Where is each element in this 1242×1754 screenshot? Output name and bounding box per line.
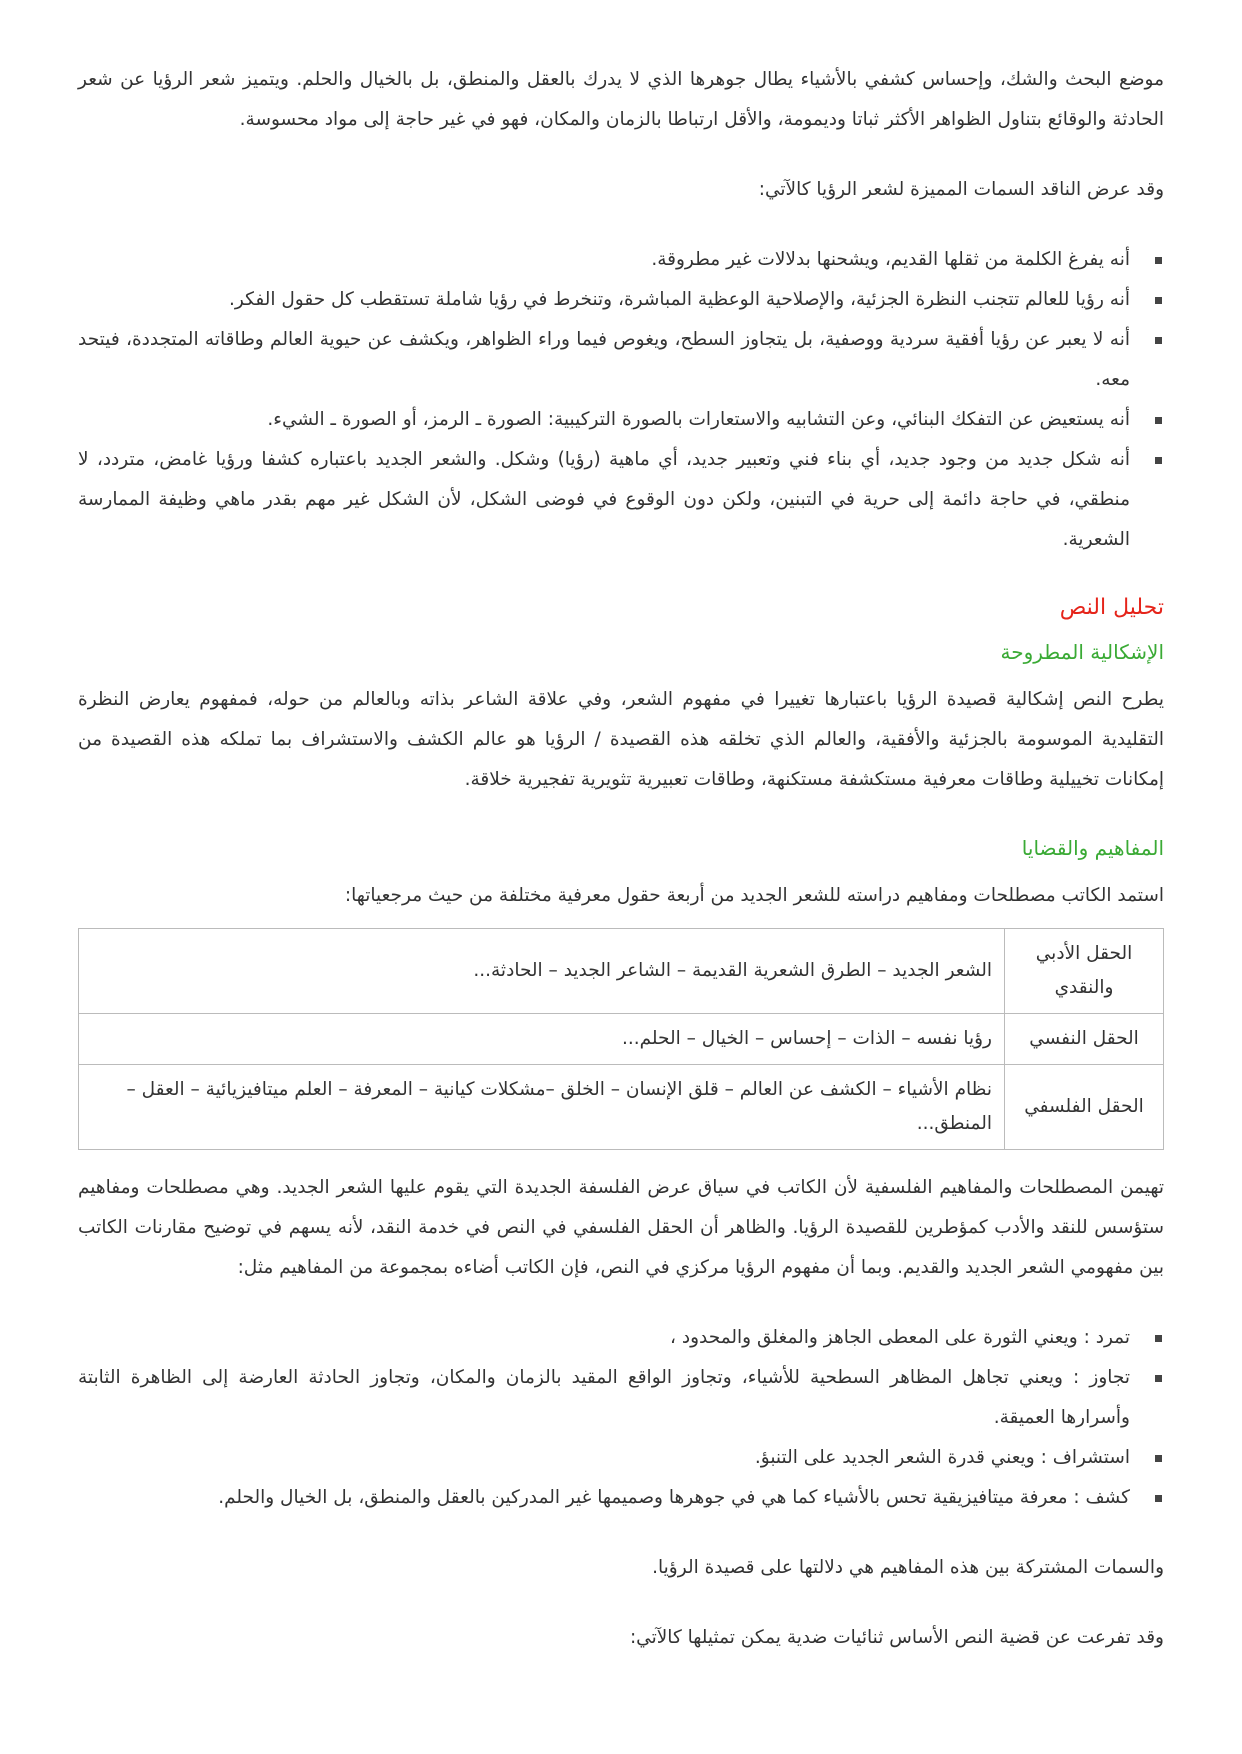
list-item: أنه يفرغ الكلمة من ثقلها القديم، ويشحنها بدلالات غير مطروقة. bbox=[78, 240, 1164, 280]
concepts-intro: استمد الكاتب مصطلحات ومفاهيم دراسته للشعر الجديد من أربعة حقول معرفية مختلفة من حيث مرجعياتها: bbox=[344, 885, 1164, 906]
shared-traits-paragraph: والسمات المشتركة بين هذه المفاهيم هي دلالتها على قصيدة الرؤيا. bbox=[652, 1557, 1164, 1578]
field-terms-cell: نظام الأشياء – الكشف عن العالم – قلق الإنسان – الخلق –مشكلات كيانية – المعرفة – العلم ميتافيزيائية – العقل – المنطق... bbox=[79, 1065, 1005, 1150]
field-name-cell: الحقل الفلسفي bbox=[1005, 1065, 1164, 1150]
after-table-paragraph: تهيمن المصطلحات والمفاهيم الفلسفية لأن الكاتب في سياق عرض الفلسفة الجديدة التي يقوم عليها الشعر الجديد. وهي مصطلحات ومفاهيم ستؤسس للنقد والأدب كمؤطرين للقصيدة الرؤيا. والظاهر أن الحقل الفلسفي في النص في خدمة النقد، لأنه يسهم في توضيح مقارنات الكاتب بين مفهومي الشعر الجديد والقديم. وبما أن مفهوم الرؤيا مركزي في النص، فإن الكاتب أضاءه بمجموعة من المفاهيم مثل: bbox=[78, 1177, 1164, 1278]
problem-paragraph: يطرح النص إشكالية قصيدة الرؤيا باعتبارها تغييرا في مفهوم الشعر، وفي علاقة الشاعر بذاته وبالعالم من حوله، فمفهوم يعارض النظرة التقليدية الموسومة بالجزئية والأفقية، والعالم الذي تخلقه هذه القصيدة / الرؤيا هو عالم الكشف والاستشراف بما تملكه هذه القصيدة من إمكانات تخييلية وطاقات معرفية مستكشفة مستكنهة، وطاقات تعبيرية تثويرية تفجيرية خلاقة. bbox=[78, 689, 1164, 790]
table-row bbox=[79, 1065, 1164, 1150]
list-item: تمرد : ويعني الثورة على المعطى الجاهز والمغلق والمحدود ، bbox=[78, 1318, 1164, 1358]
knowledge-fields-table bbox=[78, 928, 1164, 1150]
traits-intro: وقد عرض الناقد السمات المميزة لشعر الرؤيا كالآتي: bbox=[758, 179, 1164, 200]
list-item: تجاوز : ويعني تجاهل المظاهر السطحية للأشياء، وتجاوز الواقع المقيد بالزمان والمكان، وتجاوز الحادثة العارضة إلى الظاهرة الثابتة وأسرارها العميقة. bbox=[78, 1358, 1164, 1438]
field-terms-cell: الشعر الجديد – الطرق الشعرية القديمة – الشاعر الجديد – الحادثة... bbox=[79, 929, 1005, 1014]
table-row bbox=[79, 1014, 1164, 1065]
list-item: أنه يستعيض عن التفكك البنائي، وعن التشابيه والاستعارات بالصورة التركيبية: الصورة ـ الرمز، أو الصورة ـ الشيء. bbox=[78, 400, 1164, 440]
list-item: أنه رؤيا للعالم تتجنب النظرة الجزئية، والإصلاحية الوعظية المباشرة، وتنخرط في رؤيا شاملة تستقطب كل حقول الفكر. bbox=[78, 280, 1164, 320]
section-heading-text-analysis: تحليل النص bbox=[1059, 595, 1164, 620]
table-row bbox=[79, 929, 1164, 1014]
intro-paragraph: موضع البحث والشك، وإحساس كشفي بالأشياء يطال جوهرها الذي لا يدرك بالعقل والمنطق، بل بالخيال والحلم. ويتميز شعر الرؤيا عن شعر الحادثة والوقائع بتناول الظواهر الأكثر ثباتا وديمومة، والأقل ارتباطا بالزمان والمكان، فهو في غير حاجة إلى مواد محسوسة. bbox=[78, 69, 1164, 130]
field-name-cell: الحقل الأدبي والنقدي bbox=[1005, 929, 1164, 1014]
binaries-intro-paragraph: وقد تفرعت عن قضية النص الأساس ثنائيات ضدية يمكن تمثيلها كالآتي: bbox=[629, 1627, 1164, 1648]
list-item: استشراف : ويعني قدرة الشعر الجديد على التنبؤ. bbox=[78, 1438, 1164, 1478]
traits-list bbox=[78, 240, 1164, 560]
definitions-list bbox=[78, 1318, 1164, 1518]
list-item: كشف : معرفة ميتافيزيقية تحس بالأشياء كما هي في جوهرها وصميمها غير المدركين بالعقل والمنطق، بل الخيال والحلم. bbox=[78, 1478, 1164, 1518]
field-name-cell: الحقل النفسي bbox=[1005, 1014, 1164, 1065]
field-terms-cell: رؤيا نفسه – الذات – إحساس – الخيال – الحلم... bbox=[79, 1014, 1005, 1065]
subheading-concepts: المفاهيم والقضايا bbox=[1021, 836, 1164, 860]
subheading-problem: الإشكالية المطروحة bbox=[1000, 640, 1164, 664]
list-item: أنه شكل جديد من وجود جديد، أي بناء فني وتعبير جديد، أي ماهية (رؤيا) وشكل. والشعر الجديد باعتباره كشفا ورؤيا غامض، متردد، لا منطقي، في حاجة دائمة إلى حرية في التبنين، ولكن دون الوقوع في فوضى الشكل، لأن الشكل غير مهم بقدر ماهي وظيفة الممارسة الشعرية. bbox=[78, 440, 1164, 560]
list-item: أنه لا يعبر عن رؤيا أفقية سردية ووصفية، بل يتجاوز السطح، ويغوص فيما وراء الظواهر، ويكشف عن حيوية العالم وطاقاته المتجددة، فيتحد معه. bbox=[78, 320, 1164, 400]
